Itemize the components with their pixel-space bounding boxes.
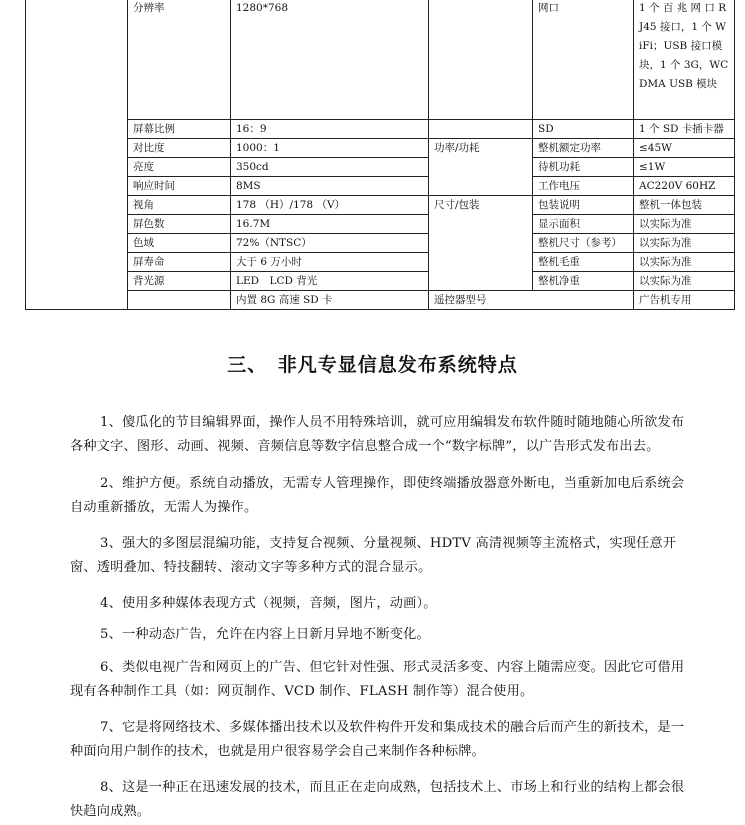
spec-label: 整机尺寸（参考）	[533, 234, 634, 253]
spec-value: 16.7M	[231, 215, 429, 234]
feature-paragraph: 6、类似电视广告和网页上的广告、但它针对性强、形式灵活多变、内容上随需应变。因此它可借用现有各种制作工具（如：网页制作、VCD 制作、FLASH 制作等）混合使用。	[70, 660, 685, 699]
spec-label: 色域	[128, 234, 231, 253]
spec-table	[25, 0, 735, 310]
spec-value: 以实际为准	[634, 215, 735, 234]
blank-cell	[26, 0, 128, 310]
spec-label: 视角	[128, 196, 231, 215]
feature-paragraph: 3、强大的多图层混编功能，支持复合视频、分量视频、HDTV 高清视频等主流格式，实现任意开窗、透明叠加、特技翻转、滚动文字等多种方式的混合显示。	[70, 536, 677, 575]
blank-cell	[429, 120, 533, 139]
spec-value: ≤1W	[634, 158, 735, 177]
spec-value: AC220V 60HZ	[634, 177, 735, 196]
spec-label: 网口	[533, 0, 634, 120]
spec-value: 1 个 SD 卡插卡器	[634, 120, 735, 139]
spec-label: 响应时间	[128, 177, 231, 196]
spec-label: 整机毛重	[533, 253, 634, 272]
spec-label: 屏寿命	[128, 253, 231, 272]
spec-label: 待机功耗	[533, 158, 634, 177]
feature-paragraph: 8、这是一种正在迅速发展的技术，而且正在走向成熟，包括技术上、市场上和行业的结构上都会很快趋向成熟。	[70, 780, 685, 819]
spec-value: 350cd	[231, 158, 429, 177]
spec-value: 72%（NTSC）	[231, 234, 429, 253]
spec-label: 屏色数	[128, 215, 231, 234]
spec-value: 16：9	[231, 120, 429, 139]
spec-label: 分辨率	[128, 0, 231, 120]
spec-value: 大于 6 万小时	[231, 253, 429, 272]
feature-paragraph: 7、它是将网络技术、多媒体播出技术以及软件构件开发和集成技术的融合后而产生的新技术，是一种面向用户制作的技术，也就是用户很容易学会自己来制作各种标牌。	[70, 720, 685, 759]
sd-value: 内置 8G 高速 SD 卡	[231, 291, 429, 310]
feature-paragraph: 2、维护方便。系统自动播放，无需专人管理操作，即使终端播放器意外断电，当重新加电后系统会自动重新播放，无需人为操作。	[70, 476, 685, 515]
spec-value: 1 个 百 兆 网 口 RJ45 接口，1 个 WiFi；USB 接口模块，1 个 3G，WCDMA USB 模块	[634, 0, 735, 120]
spec-label: 对比度	[128, 139, 231, 158]
blank-cell	[128, 291, 231, 310]
spec-label: 屏幕比例	[128, 120, 231, 139]
spec-value: 以实际为准	[634, 234, 735, 253]
spec-value: ≤45W	[634, 139, 735, 158]
spec-label: 显示面积	[533, 215, 634, 234]
spec-label: 整机净重	[533, 272, 634, 291]
blank-cell	[429, 0, 533, 120]
feature-paragraph: 1、傻瓜化的节目编辑界面，操作人员不用特殊培训，就可应用编辑发布软件随时随地随心所欲发布各种文字、图形、动画、视频、音频信息等数字信息整合成一个“数字标牌”，以广告形式发布出去。	[70, 415, 685, 454]
feature-paragraph: 4、使用多种媒体表现方式（视频，音频，图片，动画）。	[100, 596, 437, 611]
remote-value: 广告机专用	[634, 291, 735, 310]
spec-label: 包装说明	[533, 196, 634, 215]
spec-value: 以实际为准	[634, 253, 735, 272]
group-label-size: 尺寸/包装	[429, 196, 533, 291]
spec-label: 整机额定功率	[533, 139, 634, 158]
spec-value: 178 （H）/178 （V）	[231, 196, 429, 215]
spec-value: 整机一体包装	[634, 196, 735, 215]
remote-label: 遥控器型号	[429, 291, 634, 310]
group-label-power: 功率/功耗	[429, 139, 533, 196]
spec-value: 1000：1	[231, 139, 429, 158]
spec-label: 亮度	[128, 158, 231, 177]
spec-value: 1280*768	[231, 0, 429, 120]
spec-value: 8MS	[231, 177, 429, 196]
spec-label: SD	[533, 120, 634, 139]
spec-label: 背光源	[128, 272, 231, 291]
spec-label: 工作电压	[533, 177, 634, 196]
spec-value: 以实际为准	[634, 272, 735, 291]
spec-value: LED LCD 背光	[231, 272, 429, 291]
section-title: 三、 非凡专显信息发布系统特点	[227, 354, 518, 376]
feature-paragraph: 5、一种动态广告，允许在内容上日新月异地不断变化。	[100, 627, 430, 642]
